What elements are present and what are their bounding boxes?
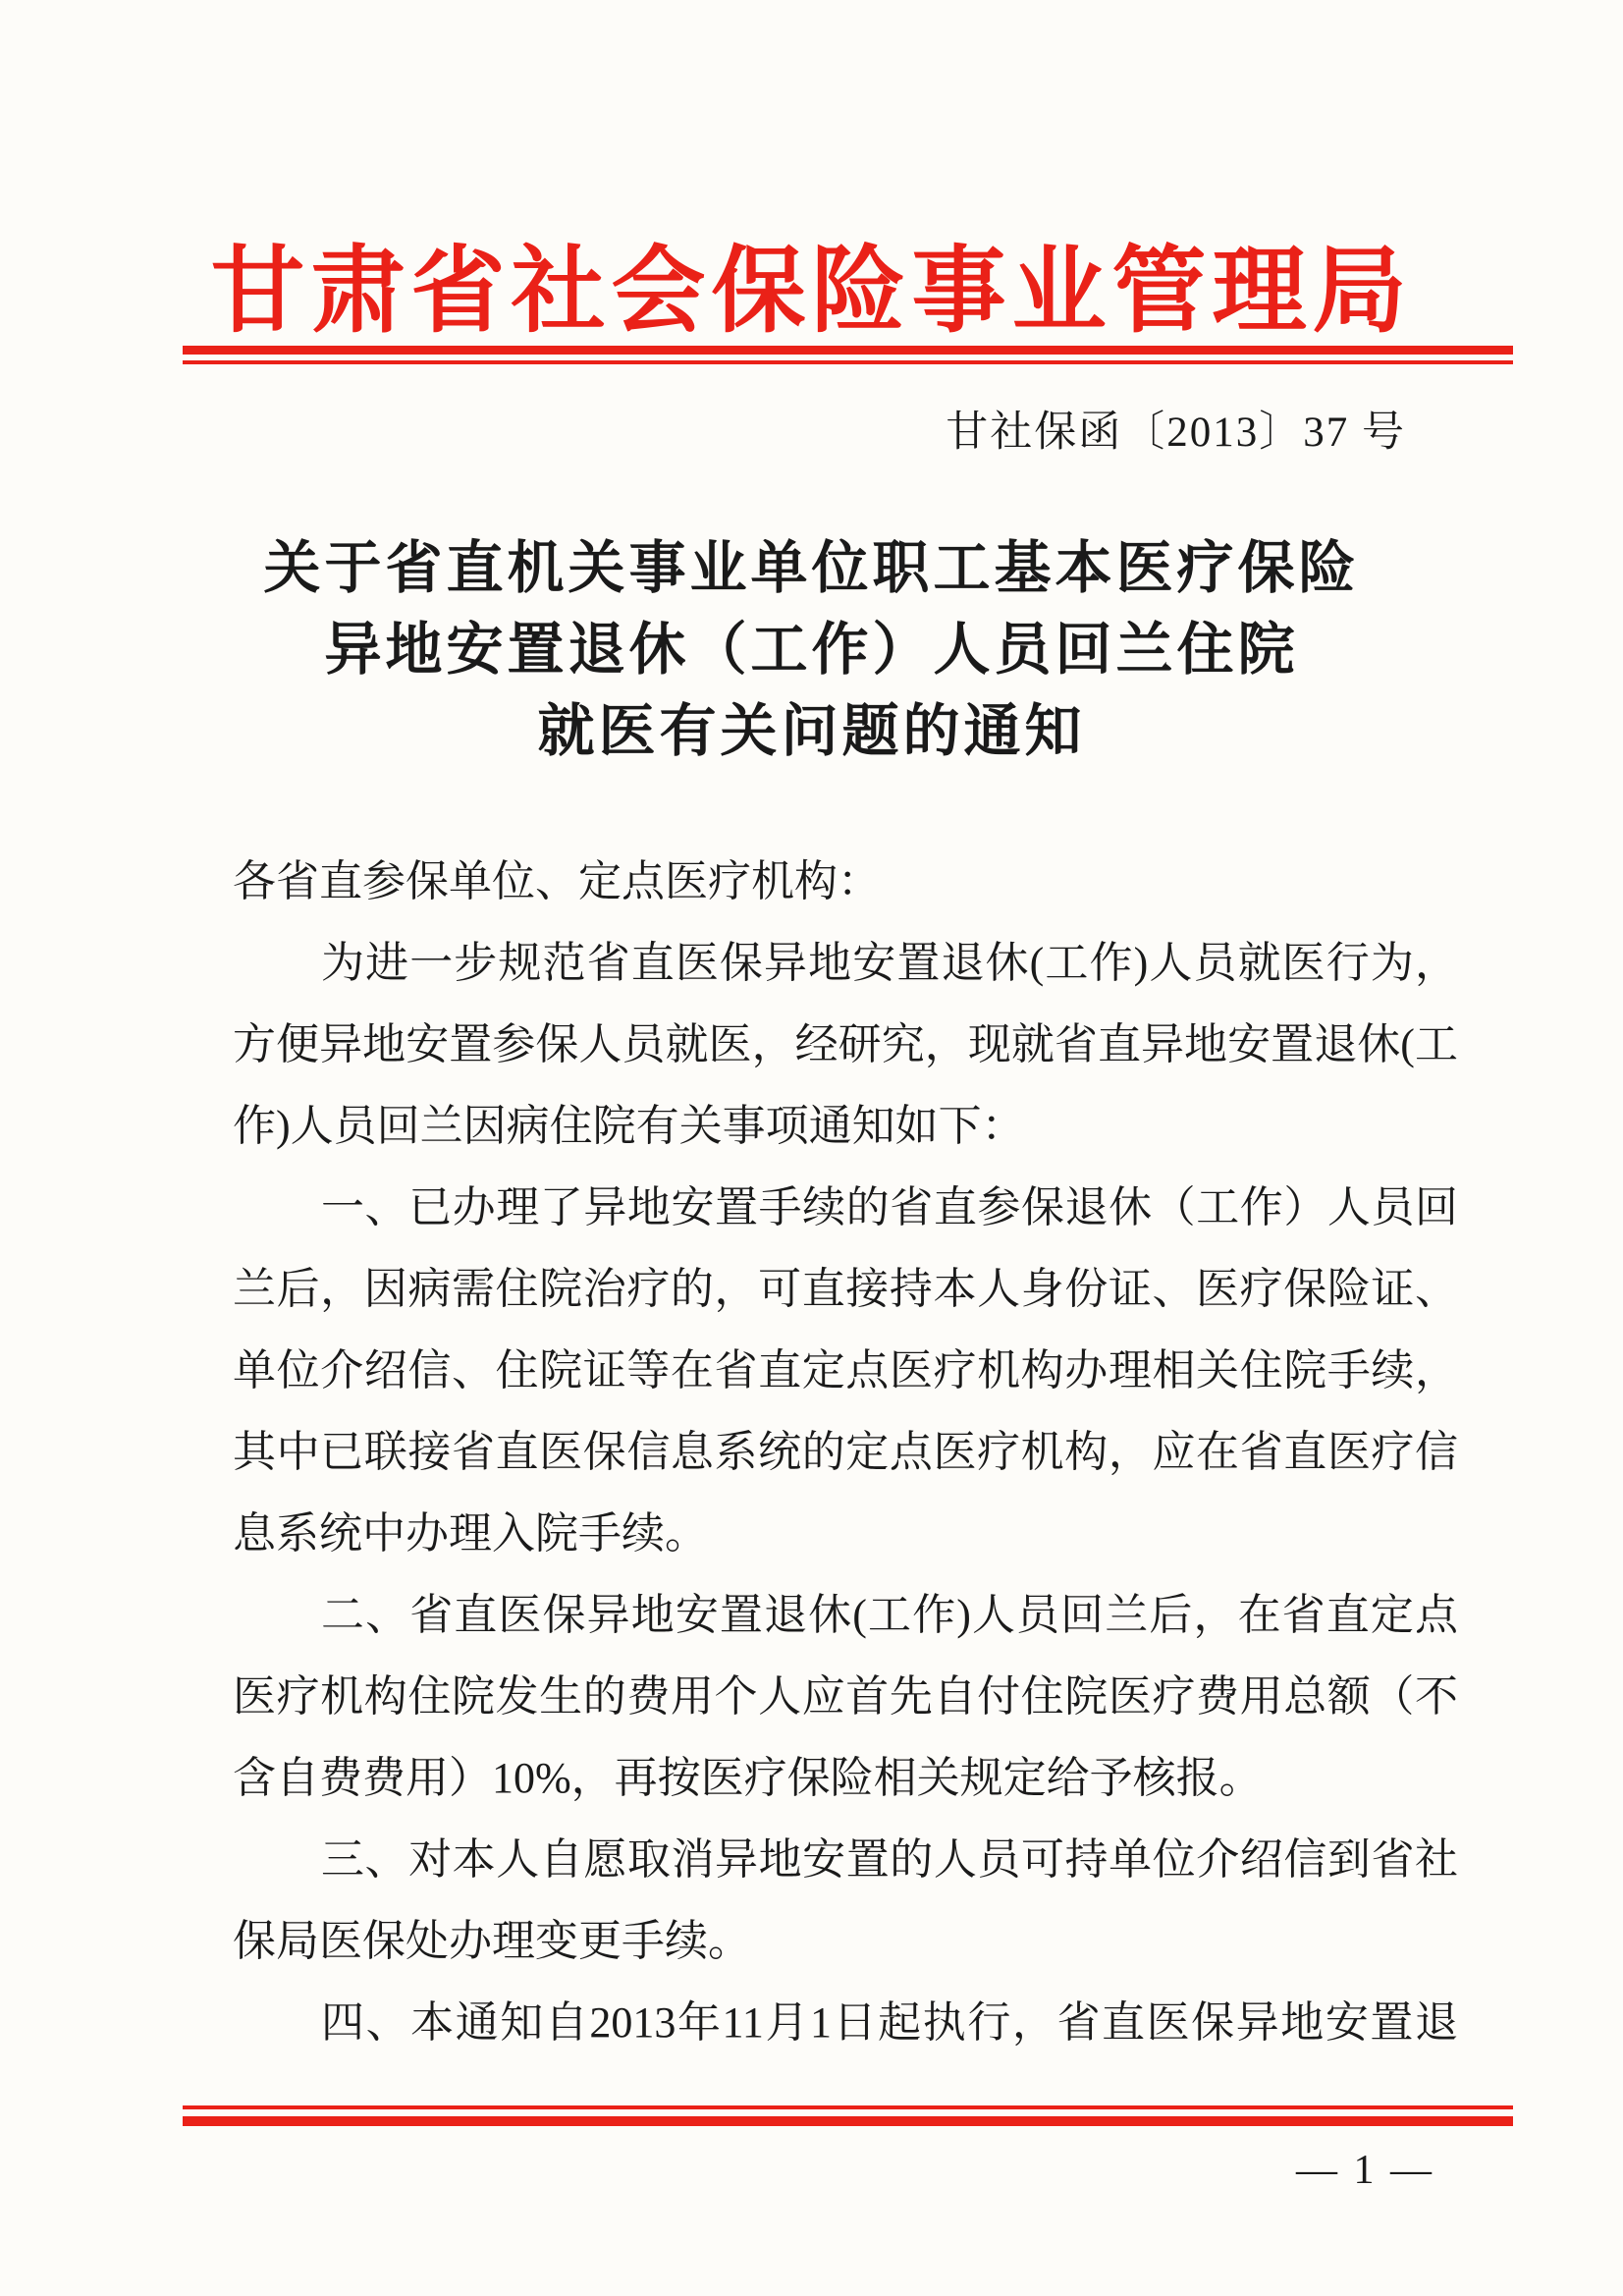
body-line: 方便异地安置参保人员就医，经研究，现就省直异地安置退休(工	[233, 1020, 1458, 1068]
body-line: 为进一步规范省直医保异地安置退休(工作)人员就医行为，	[321, 939, 1458, 987]
document-body	[233, 841, 1458, 2063]
red-divider-top-thin-bar	[183, 360, 1513, 364]
body-line: 作)人员回兰因病住院有关事项通知如下：	[233, 1102, 1025, 1150]
body-line: 二、省直医保异地安置退休(工作)人员回兰后，在省直定点	[321, 1591, 1458, 1639]
body-line: 其中已联接省直医保信息系统的定点医疗机构，应在省直医疗信	[233, 1428, 1458, 1476]
red-divider-top	[183, 346, 1513, 364]
document-title	[0, 527, 1623, 772]
red-divider-bottom	[183, 2105, 1513, 2126]
document-title-line-3: 就医有关问题的通知	[537, 699, 1086, 763]
body-line: 兰后，因病需住院治疗的，可直接持本人身份证、医疗保险证、	[233, 1265, 1458, 1313]
body-line: 保局医保处办理变更手续。	[233, 1917, 751, 1965]
red-divider-top-thick-bar	[183, 346, 1513, 355]
body-line: 四、本通知自2013年11月1日起执行，省直医保异地安置退	[321, 1998, 1458, 2047]
page-number: — 1 —	[1296, 2148, 1434, 2193]
body-line: 一、已办理了异地安置手续的省直参保退休（工作）人员回	[321, 1183, 1458, 1231]
body-line: 息系统中办理入院手续。	[233, 1509, 708, 1558]
body-line: 含自费费用）10%，再按医疗保险相关规定给予核报。	[233, 1754, 1263, 1802]
red-divider-bottom-gap	[183, 2109, 1513, 2116]
document-title-line-2: 异地安置退休（工作）人员回兰住院	[324, 618, 1299, 682]
document-number: 甘社保函〔2013〕37 号	[946, 410, 1406, 456]
red-divider-bottom-thick-bar	[183, 2116, 1513, 2126]
agency-header: 甘肃省社会保险事业管理局	[210, 239, 1413, 344]
body-line: 单位介绍信、住院证等在省直定点医疗机构办理相关住院手续，	[233, 1346, 1458, 1394]
document-title-line-1: 关于省直机关事业单位职工基本医疗保险	[263, 536, 1360, 600]
body-line: 三、对本人自愿取消异地安置的人员可持单位介绍信到省社	[321, 1835, 1458, 1884]
salutation-line: 各省直参保单位、定点医疗机构：	[233, 857, 881, 905]
body-line: 医疗机构住院发生的费用个人应首先自付住院医疗费用总额（不	[233, 1672, 1458, 1721]
